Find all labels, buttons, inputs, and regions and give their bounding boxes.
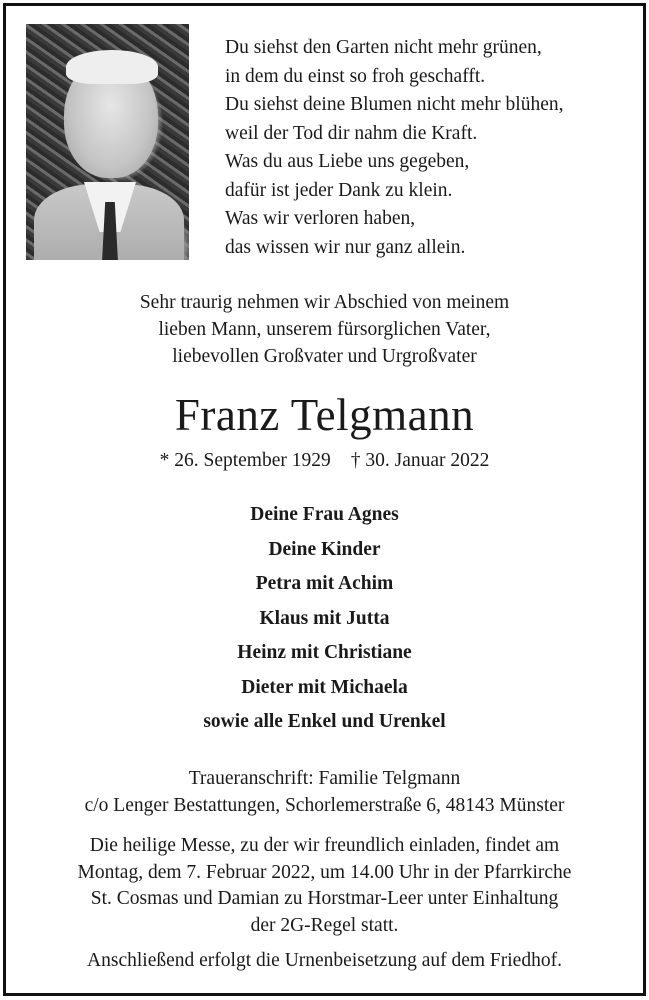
poem [225,34,563,262]
birth-date: * 26. September 1929 [159,450,331,471]
obituary-notice [3,3,646,996]
mourner-entry: Heinz mit Christiane [237,642,412,663]
mourner-entry: Deine Kinder [268,538,381,560]
address-line: Traueranschrift: Familie Telgmann [188,768,461,789]
poem-line: Was wir verloren haben, [225,208,416,229]
intro-line: Sehr traurig nehmen wir Abschied von meinem [139,292,510,313]
poem-line: Du siehst den Garten nicht mehr grünen, [225,37,542,58]
mass-line: der 2G-Regel statt. [250,914,399,936]
deceased-name: Franz Telgmann [174,390,475,440]
poem-line: weil der Tod dir nahm die Kraft. [225,122,478,144]
poem-line: Du siehst deine Blumen nicht mehr blühen, [225,94,564,115]
burial-note: Anschließend erfolgt die Urnenbeisetzung auf dem Friedhof. [87,950,562,971]
mourner-entry: Petra mit Achim [255,573,394,594]
mourner-entry: Dieter mit Michaela [241,676,408,698]
farewell-intro [6,289,643,370]
poem-line: Was du aus Liebe uns gegeben, [225,151,470,172]
portrait-photo [26,24,189,260]
poem-line: dafür ist jeder Dank zu klein. [225,179,453,201]
mass-announcement [6,833,643,939]
address-line: c/o Lenger Bestattungen, Schorlemerstraße 6, 48143 Münster [84,795,565,816]
mass-line: St. Cosmas und Damian zu Horstmar-Leer unter Einhaltung [90,888,559,909]
mourning-address [6,765,643,819]
poem-line: in dem du einst so froh geschafft. [225,65,486,87]
death-date: † 30. Januar 2022 [350,450,490,471]
life-dates [6,449,643,473]
portrait-hair [66,50,158,84]
mass-line: Montag, dem 7. Februar 2022, um 14.00 Uhr in der Pfarrkirche [77,861,572,883]
intro-line: liebevollen Großvater und Urgroßvater [172,346,477,367]
poem-line: das wissen wir nur ganz allein. [225,236,466,258]
intro-line: lieben Mann, unserem fürsorglichen Vater, [158,319,491,340]
mass-line: Die heilige Messe, zu der wir freundlich einladen, findet am [89,835,560,856]
mourner-entry: Deine Frau Agnes [250,504,399,525]
mourner-entry: Klaus mit Jutta [259,607,390,629]
mourner-entry: sowie alle Enkel und Urenkel [203,711,446,732]
mourners-list [6,502,643,744]
